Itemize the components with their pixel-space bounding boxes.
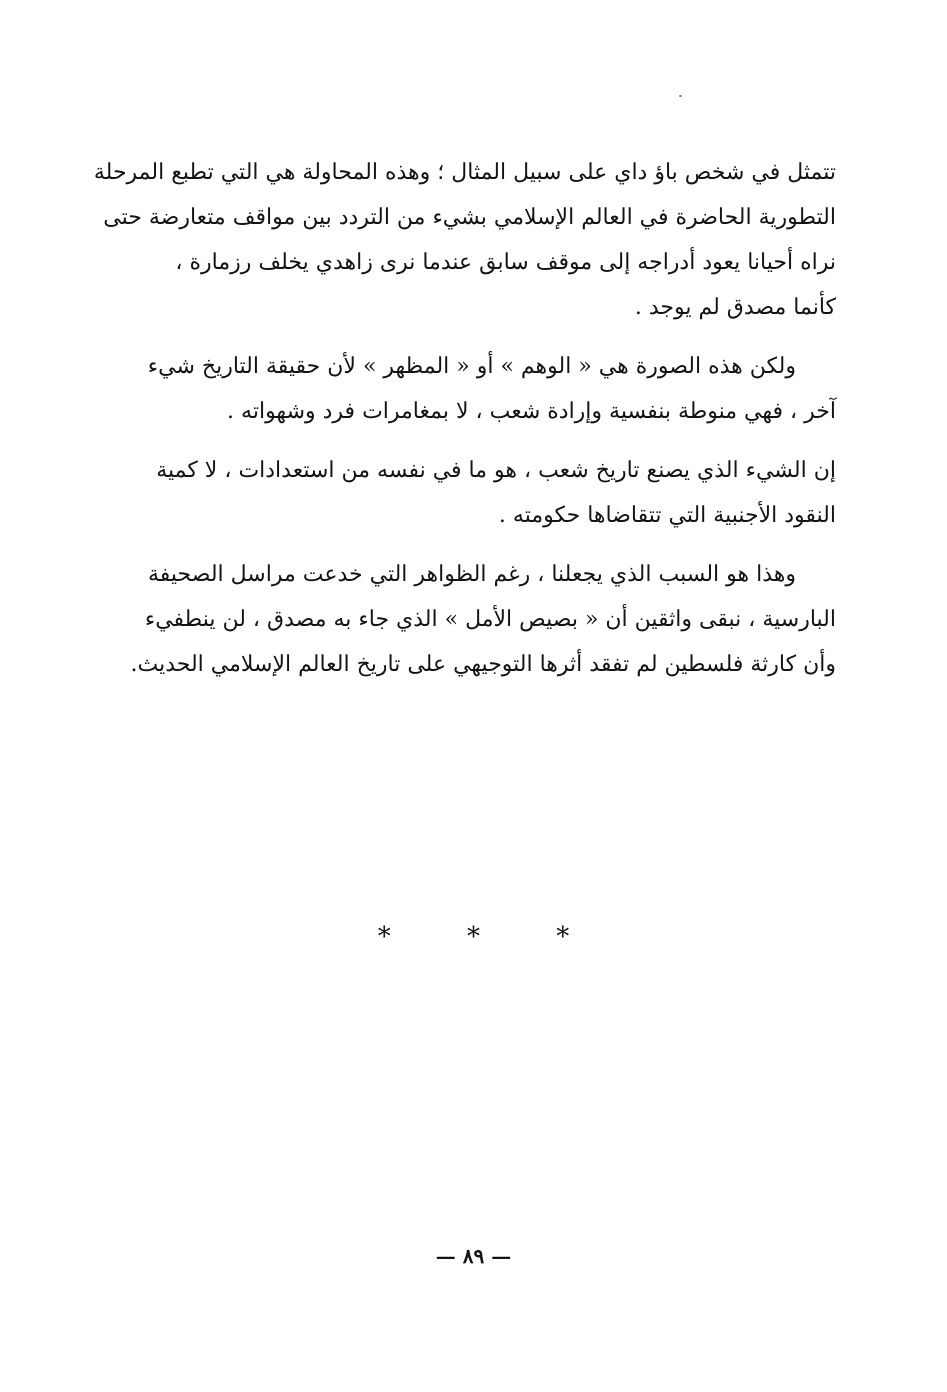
text-line: وأن كارثة فلسطين لم تفقد أثرها التوجيهي على تاريخ العالم الإسلامي الحديث.: [130, 652, 836, 677]
text-line: نراه أحيانا يعود أدراجه إلى موقف سابق عندما نرى زاهدي يخلف رزمارة ،: [175, 250, 836, 275]
text-line: البارسية ، نبقى واثقين أن « بصيص الأمل » الذي جاء به مصدق ، لن ينطفيء: [144, 607, 836, 632]
text-line: النقود الأجنبية التي تتقاضاها حكومته .: [498, 503, 836, 528]
body-text: [93, 150, 836, 701]
section-separator: * * *: [377, 922, 604, 952]
paragraph-4: [118, 552, 836, 687]
paragraph-1: [93, 150, 836, 330]
text-line: التطورية الحاضرة في العالم الإسلامي بشيء من التردد بين مواقف متعارضة حتى: [103, 205, 836, 230]
text-line: تتمثل في شخص باؤ داي على سبيل المثال ؛ وهذه المحاولة هي التي تطبع المرحلة: [93, 160, 836, 185]
paragraph-2: [118, 344, 836, 434]
paragraph-3: [118, 448, 836, 538]
page-number: — ٨٩ —: [435, 1244, 512, 1268]
scan-speck: [679, 95, 682, 97]
text-line: وهذا هو السبب الذي يجعلنا ، رغم الظواهر التي خدعت مراسل الصحيفة: [147, 562, 796, 587]
text-line: إن الشيء الذي يصنع تاريخ شعب ، هو ما في نفسه من استعدادات ، لا كمية: [156, 458, 836, 483]
text-line: ولكن هذه الصورة هي « الوهم » أو « المظهر » لأن حقيقة التاريخ شيء: [147, 354, 796, 379]
text-line: كأنما مصدق لم يوجد .: [634, 295, 836, 320]
text-line: آخر ، فهي منوطة بنفسية وإرادة شعب ، لا بمغامرات فرد وشهواته .: [227, 399, 836, 424]
